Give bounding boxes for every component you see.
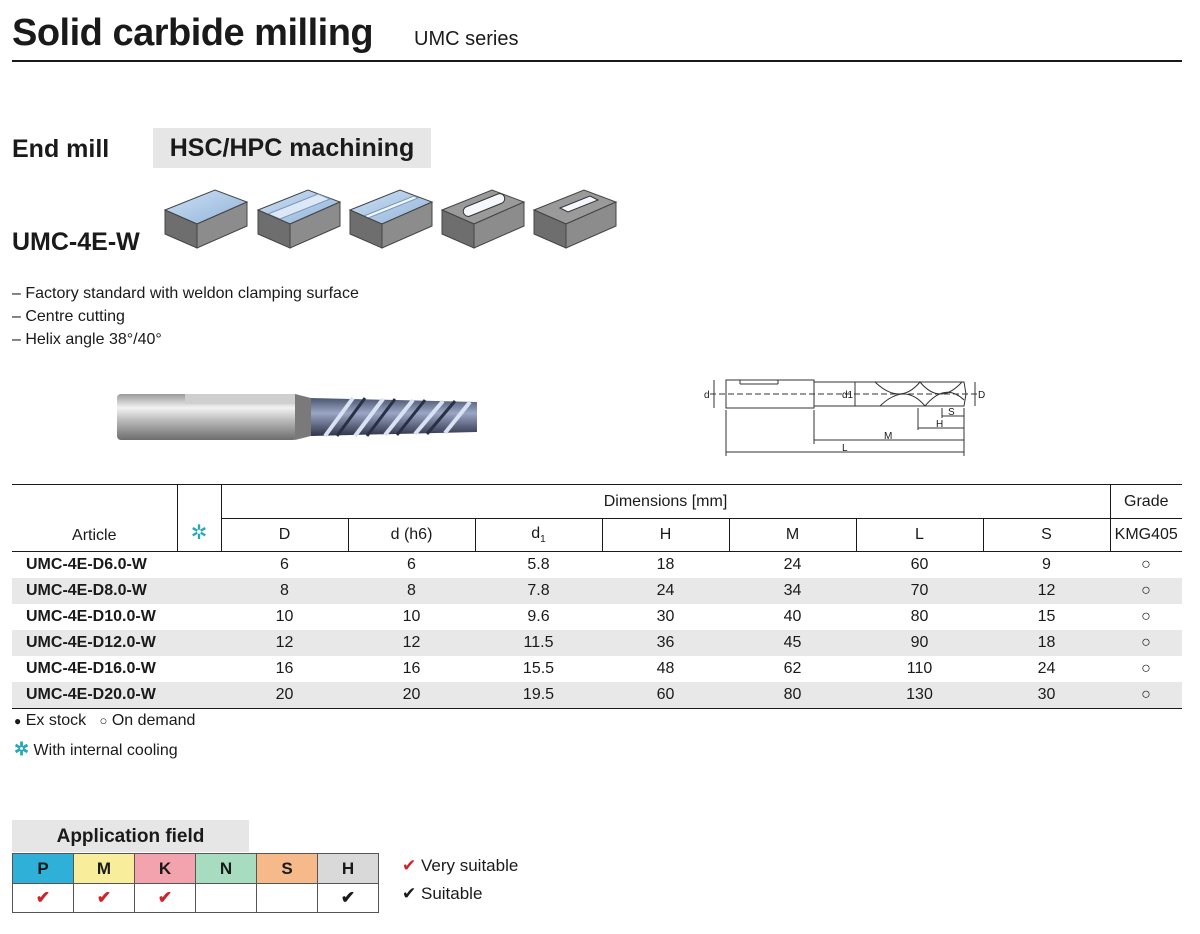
dim-cell-H: 18 — [656, 556, 675, 573]
face-milling-icon — [165, 190, 247, 248]
end-mill-technical-drawing — [700, 370, 1000, 460]
material-group-K: K — [135, 854, 196, 884]
dim-cell-S: 18 — [983, 630, 1110, 656]
dim-cell-d1: 19.5 — [475, 682, 602, 708]
dim-cell-D: 6 — [280, 556, 289, 573]
dim-cell-S: 9 — [1042, 556, 1051, 573]
grade-availability: ○ — [1110, 578, 1182, 604]
drawing-label-D: D — [978, 390, 986, 401]
page-title: Solid carbide milling — [12, 12, 374, 54]
feature-list — [12, 282, 359, 351]
dim-cell-d1: 11.5 — [475, 630, 602, 656]
very-suitable-legend — [402, 856, 518, 876]
drawing-label-L: L — [842, 443, 848, 454]
machining-operations-icons — [160, 185, 620, 255]
suitability-mark-M: ✔ — [74, 884, 135, 913]
application-field-table — [12, 853, 379, 913]
grade-header: Grade — [1110, 485, 1182, 519]
dim-cell-M: 24 — [783, 556, 802, 573]
dim-cell-d: 10 — [402, 608, 421, 625]
table-row — [12, 604, 1182, 630]
application-field-title: Application field — [12, 820, 249, 852]
dim-cell-D: 20 — [221, 682, 348, 708]
grade-availability: ○ — [1141, 556, 1151, 573]
end-mill-photo — [115, 388, 485, 448]
series-subtitle: UMC series — [414, 28, 519, 50]
col-header-S: S — [983, 519, 1110, 552]
stock-legend — [14, 712, 195, 730]
dim-cell-d: 20 — [348, 682, 475, 708]
on-demand-symbol: ○ — [99, 713, 108, 728]
material-group-P: P — [13, 854, 74, 884]
suitability-mark-K: ✔ — [135, 884, 196, 913]
dim-cell-M: 80 — [729, 682, 856, 708]
dim-cell-L: 80 — [910, 608, 929, 625]
section-label: End mill — [12, 135, 110, 163]
pocket-milling-icon — [442, 190, 524, 248]
dim-cell-L: 60 — [910, 556, 929, 573]
material-group-S: S — [257, 854, 318, 884]
suitable-check-icon: ✔ — [402, 884, 417, 903]
very-suitable-check-icon: ✔ — [402, 856, 417, 875]
ex-stock-symbol: ● — [14, 714, 22, 728]
dim-cell-H: 36 — [602, 630, 729, 656]
table-row — [12, 578, 1182, 604]
plunge-milling-icon — [534, 190, 616, 248]
drawing-label-d: d — [704, 390, 710, 401]
dim-cell-H: 48 — [656, 660, 675, 677]
grade-availability: ○ — [1110, 630, 1182, 656]
drawing-label-H: H — [936, 419, 944, 430]
on-demand-label: On demand — [111, 712, 196, 729]
dim-cell-d1: 15.5 — [522, 660, 555, 677]
table-bottom-rule — [12, 708, 1182, 709]
article-cell: UMC-4E-D8.0-W — [12, 578, 177, 604]
dim-cell-M: 45 — [729, 630, 856, 656]
col-header-L: L — [856, 519, 983, 552]
dim-cell-D: 10 — [275, 608, 294, 625]
material-group-N: N — [196, 854, 257, 884]
dim-cell-S: 30 — [983, 682, 1110, 708]
article-cell: UMC-4E-D10.0-W — [26, 608, 156, 625]
article-cell: UMC-4E-D16.0-W — [26, 660, 156, 677]
shoulder-milling-icon — [258, 190, 340, 248]
suitability-mark-H: ✔ — [318, 884, 379, 913]
internal-cooling-icon: ✲ — [14, 739, 30, 759]
suitability-mark-P: ✔ — [13, 884, 74, 913]
cooling-cell — [177, 630, 221, 656]
feature-item: – Centre cutting — [12, 308, 125, 325]
dim-cell-S: 15 — [1037, 608, 1056, 625]
article-header: Article — [12, 485, 177, 552]
suitable-label: Suitable — [420, 884, 483, 903]
col-header-H: H — [602, 519, 729, 552]
cooling-cell — [177, 578, 221, 604]
dim-cell-M: 62 — [783, 660, 802, 677]
dim-cell-M: 34 — [729, 578, 856, 604]
dim-cell-d: 6 — [407, 556, 416, 573]
grade-availability: ○ — [1110, 682, 1182, 708]
cooling-cell — [177, 682, 221, 708]
dim-cell-D: 16 — [275, 660, 294, 677]
col-header-D: D — [221, 519, 348, 552]
material-group-M: M — [74, 854, 135, 884]
dim-cell-H: 60 — [602, 682, 729, 708]
grade-name: KMG405 — [1110, 519, 1182, 552]
cooling-cell — [177, 656, 221, 682]
table-row — [12, 630, 1182, 656]
article-cell: UMC-4E-D12.0-W — [12, 630, 177, 656]
dim-cell-d1: 5.8 — [527, 556, 550, 573]
dim-cell-d1: 7.8 — [475, 578, 602, 604]
dim-cell-L: 90 — [856, 630, 983, 656]
suitability-mark-N — [196, 884, 257, 913]
machining-tag: HSC/HPC machining — [153, 128, 431, 168]
dim-cell-M: 40 — [783, 608, 802, 625]
table-row — [12, 552, 1182, 579]
suitable-legend — [402, 884, 482, 904]
dimensions-table — [12, 484, 1182, 708]
col-header-M: M — [729, 519, 856, 552]
dim-cell-H: 30 — [656, 608, 675, 625]
suitability-mark-S — [257, 884, 318, 913]
dim-cell-d: 12 — [348, 630, 475, 656]
very-suitable-label: Very suitable — [420, 856, 519, 875]
internal-cooling-icon: ✲ — [177, 485, 221, 552]
dim-cell-L: 130 — [856, 682, 983, 708]
cooling-label: With internal cooling — [33, 742, 178, 759]
ex-stock-label: Ex stock — [25, 712, 87, 729]
dim-cell-d: 16 — [402, 660, 421, 677]
material-group-H: H — [318, 854, 379, 884]
title-divider — [12, 60, 1182, 62]
cooling-legend — [14, 739, 178, 760]
table-row — [12, 656, 1182, 682]
slot-milling-icon — [350, 190, 432, 248]
cooling-cell — [177, 552, 221, 579]
dim-cell-S: 24 — [1037, 660, 1056, 677]
dim-cell-L: 110 — [906, 660, 933, 677]
grade-availability: ○ — [1141, 660, 1151, 677]
dim-cell-L: 70 — [856, 578, 983, 604]
product-name: UMC-4E-W — [12, 228, 140, 256]
drawing-label-S: S — [948, 407, 955, 418]
dim-cell-D: 12 — [221, 630, 348, 656]
drawing-label-M: M — [884, 431, 893, 442]
dim-cell-S: 12 — [983, 578, 1110, 604]
feature-item: – Factory standard with weldon clamping surface — [12, 285, 359, 302]
article-cell: UMC-4E-D20.0-W — [12, 682, 177, 708]
table-row — [12, 682, 1182, 708]
dimensions-header: Dimensions [mm] — [221, 485, 1110, 519]
dim-cell-d: 8 — [348, 578, 475, 604]
feature-item: – Helix angle 38°/40° — [12, 331, 162, 348]
dim-cell-d1: 9.6 — [527, 608, 550, 625]
dim-cell-D: 8 — [221, 578, 348, 604]
col-header-d-h6: d (h6) — [348, 519, 475, 552]
drawing-label-d1: d1 — [842, 390, 854, 401]
article-cell: UMC-4E-D6.0-W — [26, 556, 147, 573]
grade-availability: ○ — [1141, 608, 1151, 625]
cooling-cell — [177, 604, 221, 630]
col-header-d1: $d_1$ — [475, 519, 602, 552]
dim-cell-H: 24 — [602, 578, 729, 604]
